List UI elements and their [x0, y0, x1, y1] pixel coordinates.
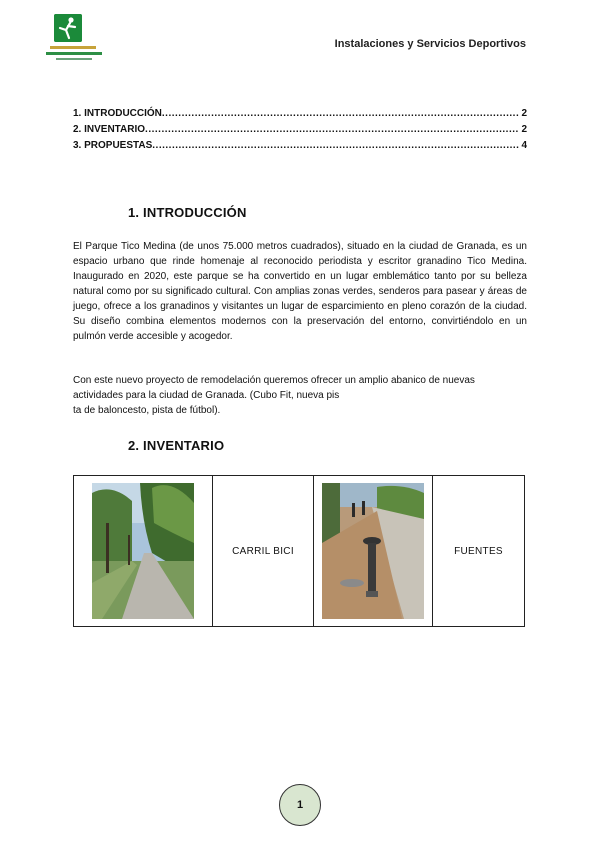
logo-wordmark-line	[56, 58, 92, 60]
toc-page-number: 4	[521, 140, 527, 151]
toc-label: 2. INVENTARIO	[73, 124, 146, 135]
toc-entry-propuestas[interactable]	[73, 140, 527, 156]
bike-lane-photo	[92, 483, 194, 619]
project-paragraph-line: ta de baloncesto, pista de fútbol).	[73, 405, 221, 416]
toc-leader	[145, 124, 519, 135]
toc-entry-introduccion[interactable]	[73, 108, 527, 124]
logo-wordmark-line	[50, 46, 96, 49]
header-title: Instalaciones y Servicios Deportivos	[334, 38, 526, 50]
fountain-photo	[322, 483, 424, 619]
toc-leader	[162, 108, 520, 119]
inventory-table	[73, 475, 525, 627]
section-heading-inventario: 2. INVENTARIO	[128, 438, 225, 453]
project-paragraph-line: Con este nuevo proyecto de remodelación queremos ofrecer un amplio abanico de nuevas actividades para la ciudad de Granada. (Cubo Fit, nueva pis	[73, 375, 475, 401]
table-of-contents	[73, 108, 527, 156]
institution-logo	[46, 14, 106, 64]
toc-leader	[152, 140, 519, 151]
page-number-badge: 1	[279, 784, 321, 826]
project-paragraph	[73, 373, 527, 418]
inventory-label-cell: CARRIL BICI	[213, 476, 314, 627]
athlete-logo-icon	[54, 14, 82, 42]
inventory-label-cell: FUENTES	[433, 476, 525, 627]
toc-label: 1. INTRODUCCIÓN	[73, 108, 162, 119]
logo-wordmark-line	[46, 52, 102, 55]
toc-page-number: 2	[521, 108, 527, 119]
intro-paragraph: El Parque Tico Medina (de unos 75.000 metros cuadrados), situado en la ciudad de Granada, es un espacio urbano que rinde homenaje al reconocido periodista y escritor granadino Tico Medina. Inaugurado en 2020, este parque se ha convertido en un lugar emblemático tanto por su belleza natural como por su significado cultural. Con amplias zonas verdes, senderos para pasear y áreas de juego, ofrece a los granadinos y visitantes un lugar de esparcimiento en pleno corazón de la ciudad. Su diseño combina elementos modernos con la preservación del entorno, convirtiéndolo en un pulmón verde accesible y acogedor.	[73, 241, 527, 342]
toc-entry-inventario[interactable]	[73, 124, 527, 140]
section-heading-introduccion: 1. INTRODUCCIÓN	[128, 205, 247, 220]
table-row	[74, 476, 525, 627]
toc-page-number: 2	[521, 124, 527, 135]
inventory-photo-cell	[74, 476, 213, 627]
toc-label: 3. PROPUESTAS	[73, 140, 153, 151]
inventory-photo-cell	[314, 476, 433, 627]
